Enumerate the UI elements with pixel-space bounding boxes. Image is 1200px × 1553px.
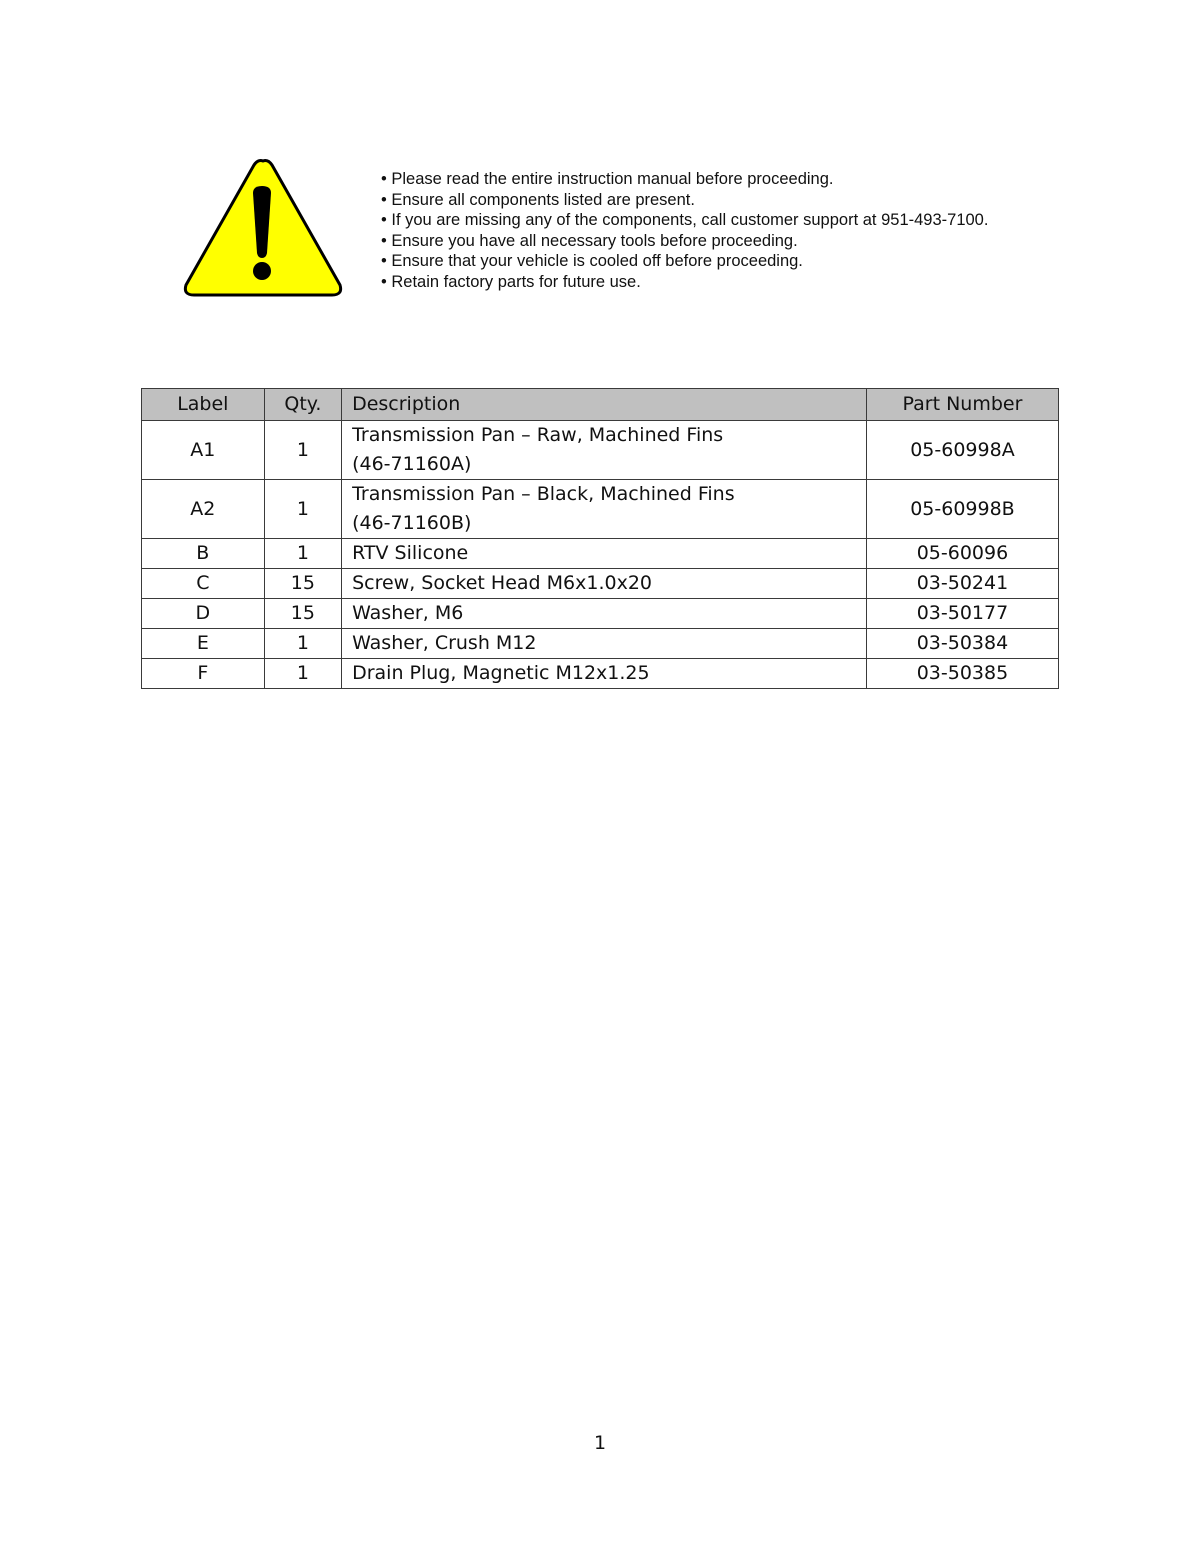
cell-label: B: [142, 539, 265, 569]
notice-item: • Please read the entire instruction manual before proceeding.: [381, 170, 834, 188]
header-qty: Qty.: [264, 389, 341, 421]
cell-description: Washer, Crush M12: [342, 629, 867, 659]
cell-label: D: [142, 599, 265, 629]
notice-item: • Ensure you have all necessary tools before proceeding.: [381, 231, 798, 250]
table-row: [142, 629, 1059, 659]
cell-part-number: 03-50384: [866, 629, 1058, 659]
cell-description: Washer, M6: [342, 599, 867, 629]
table-row: [142, 539, 1059, 569]
cell-description: Screw, Socket Head M6x1.0x20: [342, 569, 867, 599]
cell-description: Drain Plug, Magnetic M12x1.25: [342, 659, 867, 689]
table-row: [142, 599, 1059, 629]
header-description: Description: [342, 389, 867, 421]
cell-part-number: 03-50177: [866, 599, 1058, 629]
description-line: (46-71160A): [352, 453, 472, 475]
cell-description: RTV Silicone: [342, 539, 867, 569]
cell-qty: 1: [264, 629, 341, 659]
table-row: [142, 480, 1059, 539]
description-line: Transmission Pan – Raw, Machined Fins: [352, 424, 724, 446]
cell-part-number: 05-60998B: [866, 480, 1058, 539]
cell-label: A2: [142, 480, 265, 539]
table-row: [142, 421, 1059, 480]
cell-qty: 15: [264, 569, 341, 599]
cell-label: C: [142, 569, 265, 599]
table-row: [142, 569, 1059, 599]
warning-triangle-icon: [180, 155, 346, 301]
cell-description: [342, 480, 867, 539]
parts-table: [141, 388, 1059, 689]
cell-label: E: [142, 629, 265, 659]
cell-qty: 1: [264, 421, 341, 480]
page-number: 1: [593, 1432, 607, 1454]
notice-item: • Retain factory parts for future use.: [381, 272, 641, 291]
notice-item: • Ensure that your vehicle is cooled off before proceeding.: [381, 252, 803, 270]
table-row: [142, 659, 1059, 689]
header-label: Label: [142, 389, 265, 421]
description-line: Transmission Pan – Black, Machined Fins: [352, 483, 735, 505]
cell-label: A1: [142, 421, 265, 480]
cell-part-number: 05-60096: [866, 539, 1058, 569]
description-line: (46-71160B): [352, 512, 472, 534]
header-part-number: Part Number: [866, 389, 1058, 421]
cell-qty: 1: [264, 539, 341, 569]
notice-list: [381, 169, 988, 292]
cell-part-number: 05-60998A: [866, 421, 1058, 480]
cell-part-number: 03-50385: [866, 659, 1058, 689]
cell-qty: 1: [264, 659, 341, 689]
cell-label: F: [142, 659, 265, 689]
cell-qty: 15: [264, 599, 341, 629]
table-header-row: [142, 389, 1059, 421]
cell-qty: 1: [264, 480, 341, 539]
cell-description: [342, 421, 867, 480]
cell-part-number: 03-50241: [866, 569, 1058, 599]
notice-item: • If you are missing any of the components, call customer support at 951-493-7100.: [381, 211, 989, 229]
notice-item: • Ensure all components listed are present.: [381, 190, 695, 209]
